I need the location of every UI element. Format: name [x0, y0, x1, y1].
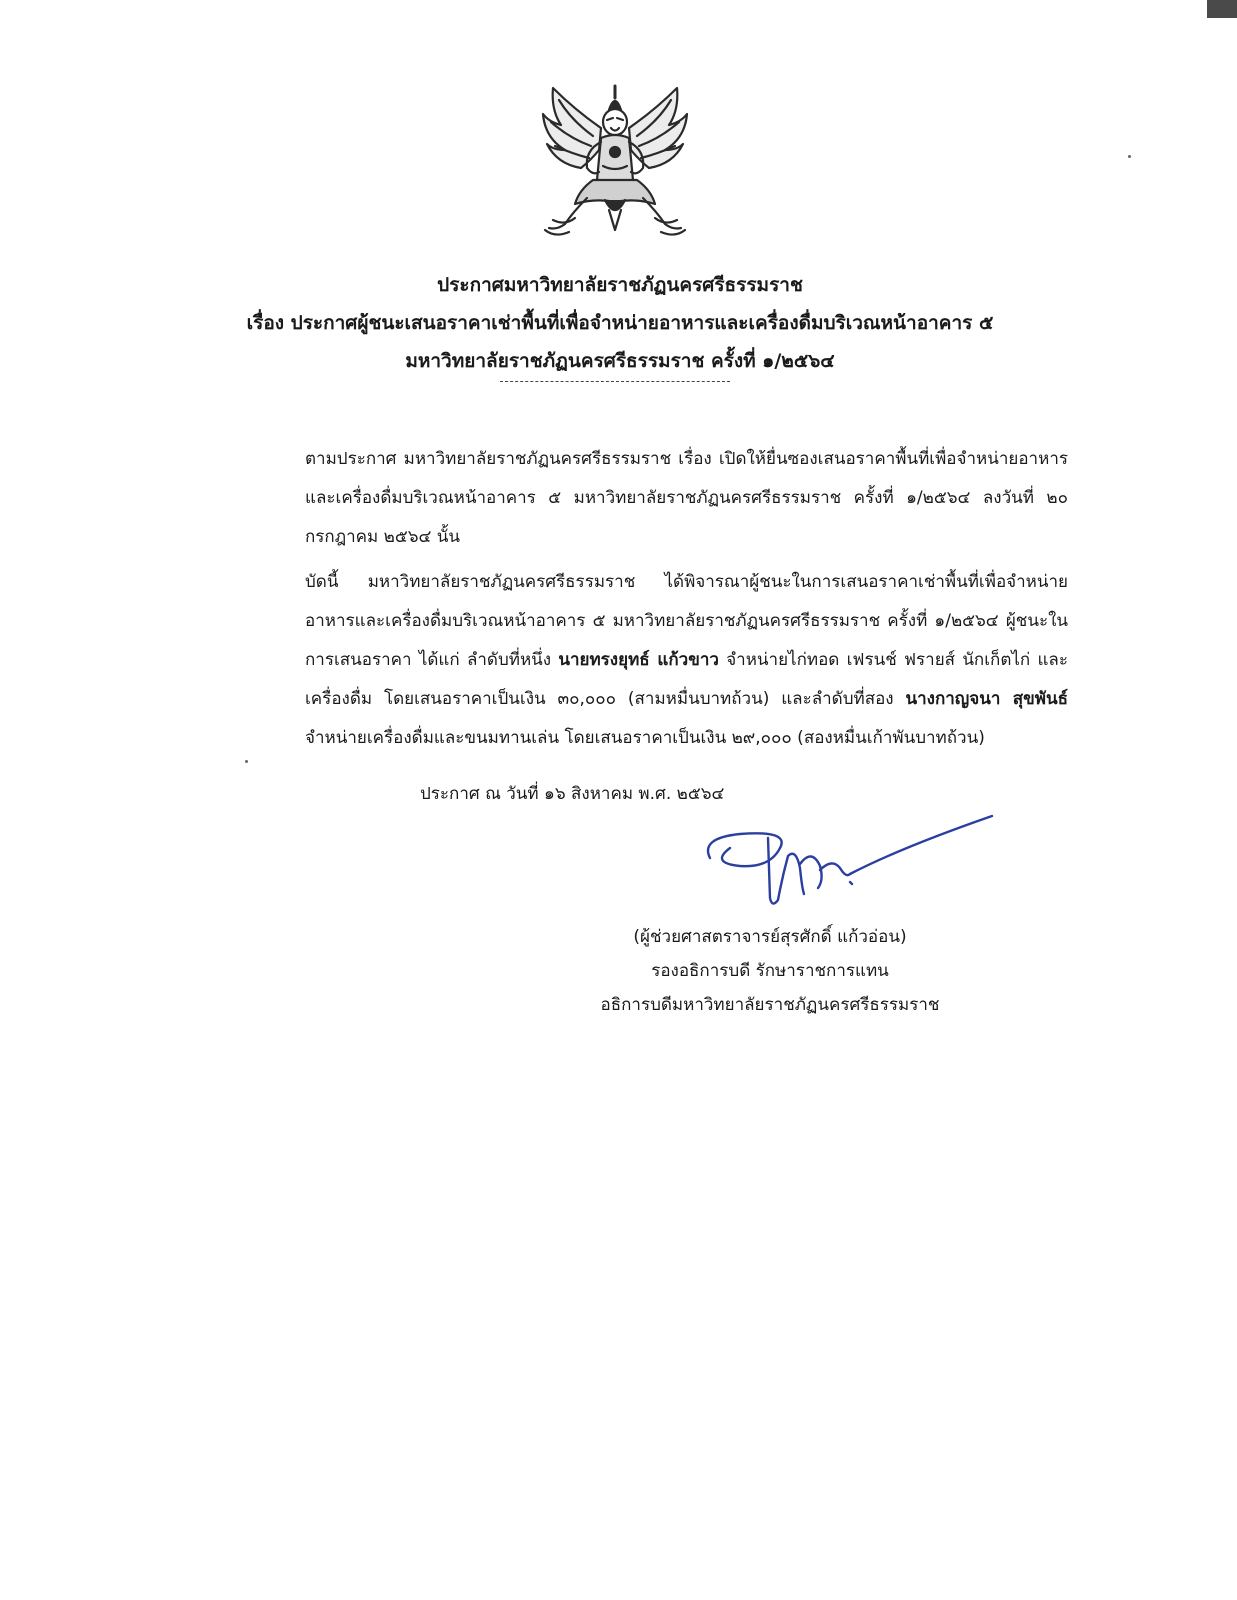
- scan-speck: [245, 760, 248, 763]
- signer-block: [560, 920, 980, 1022]
- signer-title-2: อธิการบดีมหาวิทยาลัยราชภัฏนครศรีธรรมราช: [600, 995, 940, 1015]
- body-paragraph-1: [168, 440, 1068, 557]
- body-paragraph-2: [168, 563, 1068, 758]
- paragraph-2-part3: จำหน่ายเครื่องดื่มและขนมทานเล่น โดยเสนอราคาเป็นเงิน ๒๙,๐๐๐ (สองหมื่นเก้าพันบาทถ้วน): [305, 728, 985, 748]
- announcement-date: ประกาศ ณ วันที่ ๑๖ สิงหาคม พ.ศ. ๒๕๖๔: [420, 784, 725, 804]
- handwritten-signature: [700, 808, 1000, 918]
- paragraph-2-part2: จำหน่ายไก่ทอด เฟรนช์ ฟรายส์ นักเก็ตไก่ และเครื่องดื่ม โดยเสนอราคาเป็นเงิน ๓๐,๐๐๐ (สามหมื่นบาทถ้วน) และลำดับที่สอง: [305, 650, 1068, 709]
- heading-subject-cont: มหาวิทยาลัยราชภัฏนครศรีธรรมราช ครั้งที่ ๑/๒๕๖๔: [405, 350, 835, 372]
- signer-title-1: รองอธิการบดี รักษาราชการแทน: [651, 961, 889, 981]
- heading-subject: เรื่อง ประกาศผู้ชนะเสนอราคาเช่าพื้นที่เพื่อจำหน่ายอาหารและเครื่องดื่มบริเวณหน้าอาคาร ๕: [246, 312, 994, 334]
- paragraph-2-part1: บัดนี้ มหาวิทยาลัยราชภัฏนครศรีธรรมราช ได้พิจารณาผู้ชนะในการเสนอราคาเช่าพื้นที่เพื่อจำหน่ายอาหารและเครื่องดื่มบริเวณหน้าอาคาร ๕ มหาวิทยาลัยราชภัฏนครศรีธรรมราช ครั้งที่ ๑/๒๕๖๔ ผู้ชนะในการเสนอราคา ได้แก่ ลำดับที่หนึ่ง: [305, 572, 1068, 670]
- document-heading: [170, 266, 1070, 380]
- paragraph-1-text: ตามประกาศ มหาวิทยาลัยราชภัฏนครศรีธรรมราช เรื่อง เปิดให้ยื่นซองเสนอราคาพื้นที่เพื่อจำหน่ายอาหารและเครื่องดื่มบริเวณหน้าอาคาร ๕ มหาวิทยาลัยราชภัฏนครศรีธรรมราช ครั้งที่ ๑/๒๕๖๔ ลงวันที่ ๒๐ กรกฎาคม ๒๕๖๔ นั้น: [305, 449, 1068, 547]
- scan-corner-mark: [1207, 0, 1237, 18]
- winner-2-name: นางกาญจนา สุขพันธ์: [905, 689, 1068, 709]
- scan-speck: [1128, 155, 1131, 158]
- heading-divider: [500, 381, 730, 382]
- winner-1-name: นายทรงยุทธ์ แก้วขาว: [558, 650, 719, 670]
- garuda-emblem-icon: [535, 80, 695, 245]
- paragraph-2-text: [168, 563, 1068, 758]
- signer-name: (ผู้ช่วยศาสตราจารย์สุรศักดิ์ แก้วอ่อน): [633, 927, 907, 947]
- heading-title: ประกาศมหาวิทยาลัยราชภัฏนครศรีธรรมราช: [437, 274, 803, 296]
